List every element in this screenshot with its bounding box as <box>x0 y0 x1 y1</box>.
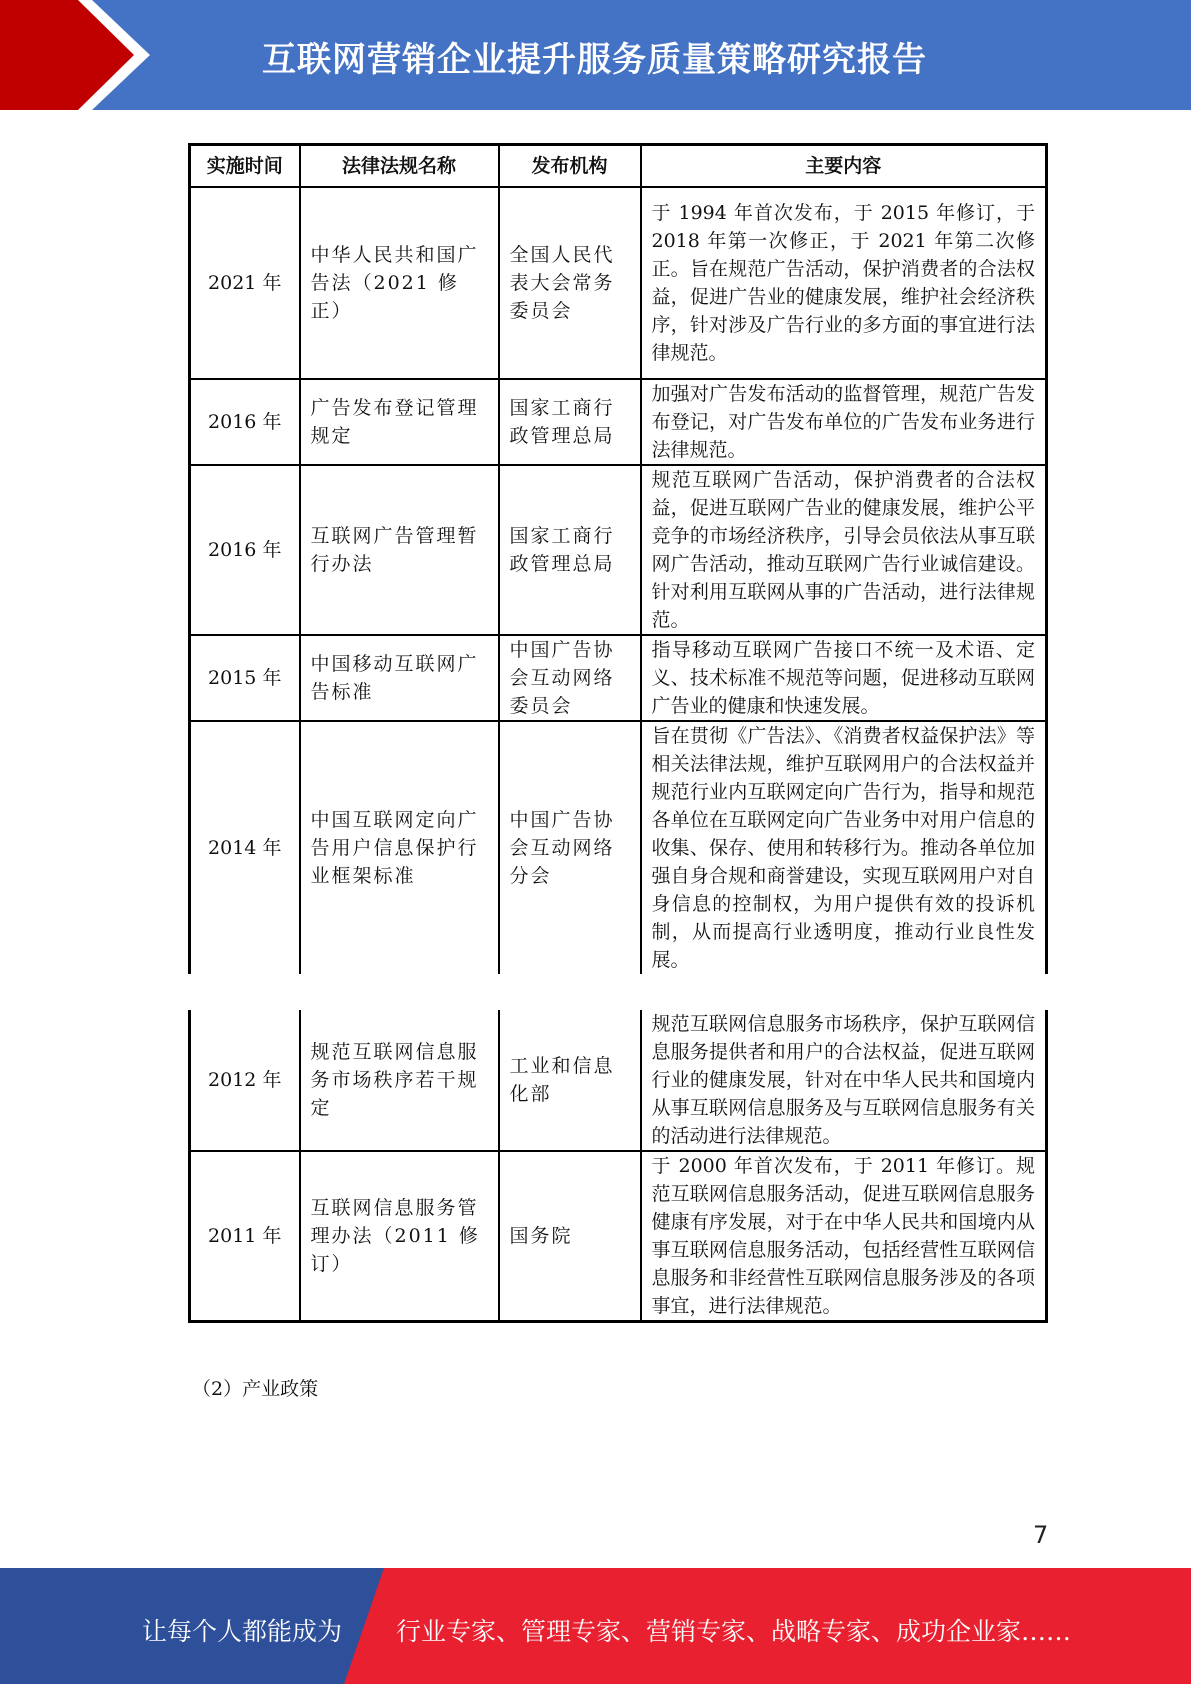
publisher-cell: 中国广告协会互动网络分会 <box>499 721 641 974</box>
year-cell: 2016 年 <box>190 465 300 635</box>
content-cell: 于 2000 年首次发布，于 2011 年修订。规范互联网信息服务活动，促进互联网信息服务健康有序发展，对于在中华人民共和国境内从事互联网信息服务活动，包括经营性互联网信息服务和非经营性互联网信息服务涉及的各项事宜，进行法律规范。 <box>641 1151 1047 1322</box>
law-name-cell: 中华人民共和国广告法（2021 修正） <box>300 187 499 379</box>
publisher-cell: 国务院 <box>499 1151 641 1322</box>
law-name-cell: 互联网信息服务管理办法（2011 修订） <box>300 1151 499 1322</box>
header-arrow-decoration <box>0 0 150 110</box>
regulations-table <box>188 143 1048 974</box>
publisher-cell: 国家工商行政管理总局 <box>499 379 641 465</box>
publisher-cell: 国家工商行政管理总局 <box>499 465 641 635</box>
year-cell: 2015 年 <box>190 635 300 721</box>
column-header: 发布机构 <box>499 145 641 188</box>
table-row <box>190 1010 1047 1151</box>
table-row <box>190 721 1047 974</box>
table-row <box>190 1151 1047 1322</box>
table-row <box>190 187 1047 379</box>
law-name-cell: 广告发布登记管理规定 <box>300 379 499 465</box>
page-number: 7 <box>1033 1521 1049 1549</box>
content-cell: 规范互联网广告活动，保护消费者的合法权益，促进互联网广告业的健康发展，维护公平竞争的市场经济秩序，引导会员依法从事互联网广告活动，推动互联网广告行业诚信建设。针对利用互联网从事的广告活动，进行法律规范。 <box>641 465 1047 635</box>
content-cell: 旨在贯彻《广告法》、《消费者权益保护法》等相关法律法规，维护互联网用户的合法权益并规范行业内互联网定向广告行为，指导和规范各单位在互联网定向广告业务中对用户信息的收集、保存、使用和转移行为。推动各单位加强自身合规和商誉建设，实现互联网用户对自身信息的控制权，为用户提供有效的投诉机制，从而提高行业透明度，推动行业良性发展。 <box>641 721 1047 974</box>
footer-banner <box>0 1568 1191 1684</box>
publisher-cell: 全国人民代表大会常务委员会 <box>499 187 641 379</box>
table-row <box>190 465 1047 635</box>
year-cell: 2011 年 <box>190 1151 300 1322</box>
year-cell: 2012 年 <box>190 1010 300 1151</box>
column-header: 主要内容 <box>641 145 1047 188</box>
footer-slogan-right: 行业专家、管理专家、营销专家、战略专家、成功企业家…… <box>396 1617 1072 1646</box>
content-cell: 指导移动互联网广告接口不统一及术语、定义、技术标准不规范等问题，促进移动互联网广告业的健康和快速发展。 <box>641 635 1047 721</box>
law-name-cell: 中国移动互联网广告标准 <box>300 635 499 721</box>
table-row <box>190 635 1047 721</box>
column-header: 实施时间 <box>190 145 300 188</box>
regulations-table-continued <box>188 1010 1048 1323</box>
year-cell: 2014 年 <box>190 721 300 974</box>
content-cell: 加强对广告发布活动的监督管理，规范广告发布登记，对广告发布单位的广告发布业务进行法律规范。 <box>641 379 1047 465</box>
year-cell: 2021 年 <box>190 187 300 379</box>
law-name-cell: 规范互联网信息服务市场秩序若干规定 <box>300 1010 499 1151</box>
year-cell: 2016 年 <box>190 379 300 465</box>
footer-slogan-left: 让每个人都能成为 <box>142 1617 343 1646</box>
publisher-cell: 工业和信息化部 <box>499 1010 641 1151</box>
law-name-cell: 互联网广告管理暂行办法 <box>300 465 499 635</box>
publisher-cell: 中国广告协会互动网络委员会 <box>499 635 641 721</box>
table-header-row <box>190 145 1047 188</box>
content-cell: 于 1994 年首次发布，于 2015 年修订，于 2018 年第一次修正，于 2021 年第二次修正。旨在规范广告活动，保护消费者的合法权益，促进广告业的健康发展，维护社会经济秩序，针对涉及广告行业的多方面的事宜进行法律规范。 <box>641 187 1047 379</box>
law-name-cell: 中国互联网定向广告用户信息保护行业框架标准 <box>300 721 499 974</box>
table-row <box>190 379 1047 465</box>
page-title: 互联网营销企业提升服务质量策略研究报告 <box>262 40 927 80</box>
section-heading: （2）产业政策 <box>192 1378 319 1400</box>
header-banner <box>0 0 1191 110</box>
column-header: 法律法规名称 <box>300 145 499 188</box>
content-cell: 规范互联网信息服务市场秩序，保护互联网信息服务提供者和用户的合法权益，促进互联网行业的健康发展，针对在中华人民共和国境内从事互联网信息服务及与互联网信息服务有关的活动进行法律规范。 <box>641 1010 1047 1151</box>
